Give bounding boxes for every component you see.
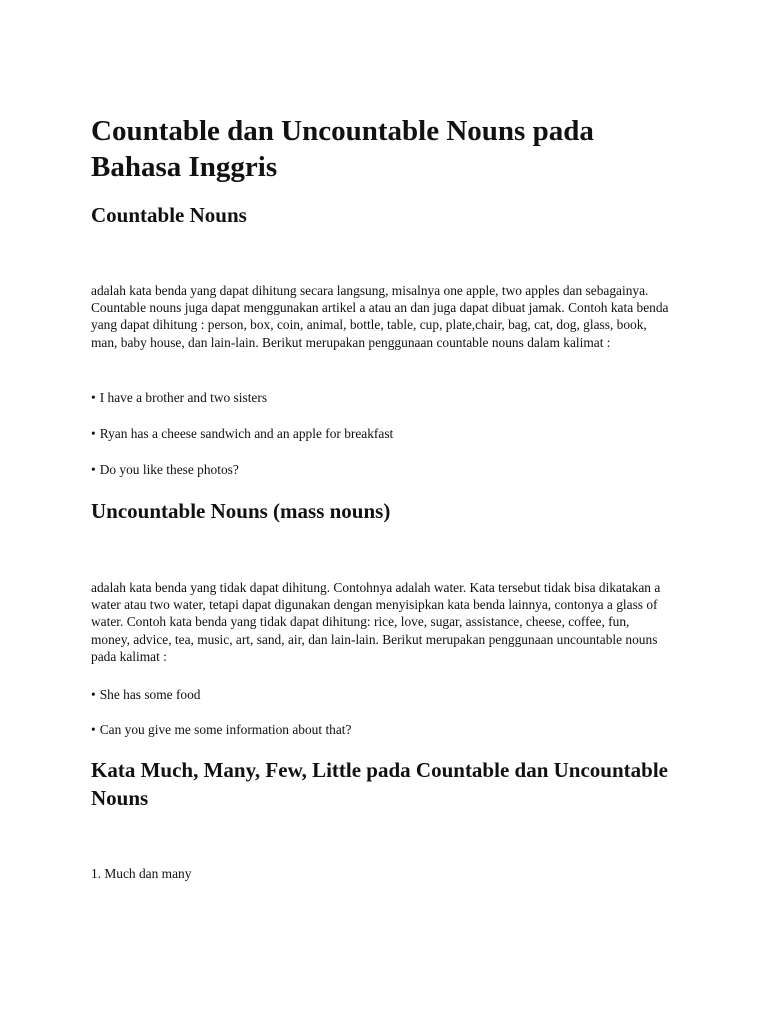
uncountable-paragraph: adalah kata benda yang tidak dapat dihitung. Contohnya adalah water. Kata tersebut tidak bisa dikatakan a water atau two water, tetapi dapat digunakan dengan menyisipkan kata benda lainnya, contonya a glass of water. Contoh kata benda yang tidak dapat dihitung: rice, love, sugar, assistance, cheese, coffee, fun, money, advice, tea, music, art, sand, air, dan lain-lain. Berikut merupakan penggunaan uncountable nouns pada kalimat :: [91, 580, 661, 664]
bullet: •: [91, 390, 96, 405]
section-heading-countable: Countable Nouns: [91, 203, 247, 227]
example-text: I have a brother and two sisters: [99, 390, 268, 405]
countable-example-2: [91, 425, 671, 442]
section-heading-uncountable: Uncountable Nouns (mass nouns): [91, 499, 391, 523]
bullet: •: [91, 462, 96, 477]
countable-paragraph: adalah kata benda yang dapat dihitung secara langsung, misalnya one apple, two apples dan sebagainya. Countable nouns juga dapat menggunakan artikel a atau an dan juga dapat dibuat jamak. Contoh kata benda yang dapat dihitung : person, box, coin, animal, bottle, table, cup, plate,chair, bag, cat, dog, glass, book, man, baby house, dan lain-lain. Berikut merupakan penggunaan countable nouns dalam kalimat :: [91, 283, 669, 350]
section-heading-much-many: Kata Much, Many, Few, Little pada Countable dan Uncountable Nouns: [91, 758, 668, 810]
uncountable-example-1: [91, 686, 671, 703]
document-title: Countable dan Uncountable Nouns pada Bahasa Inggris: [91, 115, 594, 183]
bullet: •: [91, 426, 96, 441]
bullet: •: [91, 722, 96, 737]
bullet: •: [91, 687, 96, 702]
countable-example-3: [91, 461, 671, 478]
example-text: She has some food: [99, 687, 201, 702]
example-text: Can you give me some information about that?: [99, 722, 352, 737]
example-text: Ryan has a cheese sandwich and an apple for breakfast: [99, 426, 394, 441]
much-many-item-1: 1. Much dan many: [91, 866, 192, 881]
uncountable-example-2: [91, 721, 671, 738]
example-text: Do you like these photos?: [99, 462, 239, 477]
countable-example-1: [91, 389, 671, 406]
